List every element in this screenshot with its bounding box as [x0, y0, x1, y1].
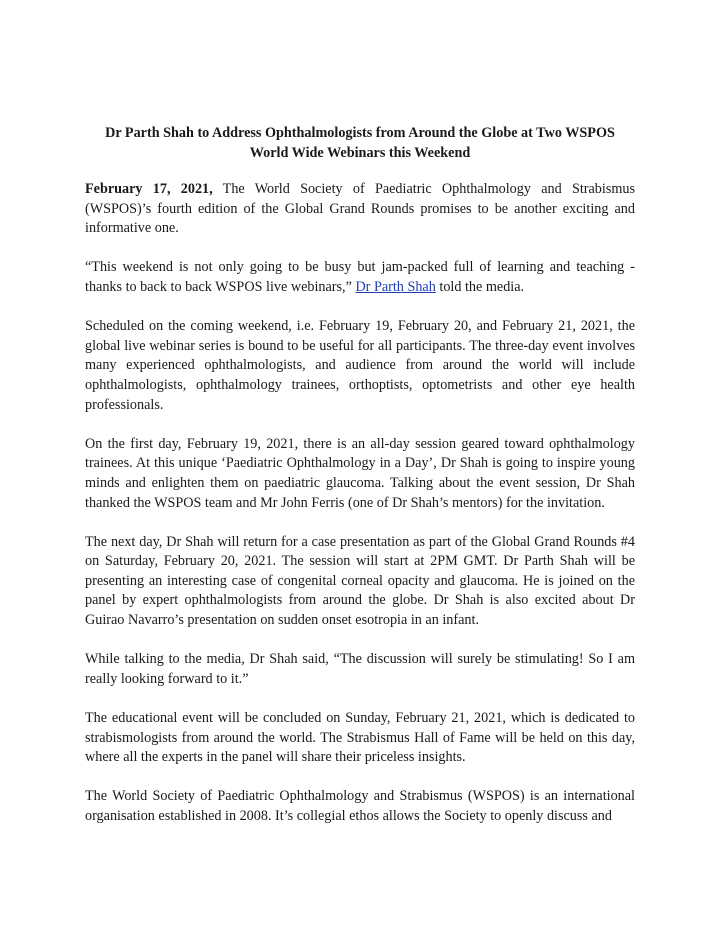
paragraph-2-before: “This weekend is not only going to be busy but jam-packed full of learning and teaching - thanks to back to back WSPOS live webinars,”: [85, 259, 635, 295]
paragraph-6: While talking to the media, Dr Shah said, “The discussion will surely be stimulating! So I am really looking forward to it.”: [85, 651, 635, 687]
paragraph-7: The educational event will be concluded on Sunday, February 21, 2021, which is dedicated to strabismologists from around the world. The Strabismus Hall of Fame will be held on this day, where all the experts in the panel will share their priceless insights.: [85, 710, 635, 766]
paragraph-8: The World Society of Paediatric Ophthalmology and Strabismus (WSPOS) is an international organisation established in 2008. It’s collegial ethos allows the Society to openly discuss and: [85, 788, 635, 824]
document-body: [85, 180, 635, 846]
dr-parth-shah-link[interactable]: Dr Parth Shah: [355, 278, 436, 295]
document-title: Dr Parth Shah to Address Ophthalmologists from Around the Globe at Two WSPOS World Wide Webinars this Weekend: [105, 125, 615, 161]
paragraph-1-text: The World Society of Paediatric Ophthalmology and Strabismus (WSPOS)’s fourth edition of the Global Grand Rounds promises to be another exciting and informative one.: [85, 181, 636, 237]
paragraph-4: On the first day, February 19, 2021, there is an all-day session geared toward ophthalmology trainees. At this unique ‘Paediatric Ophthalmology in a Day’, Dr Shah is going to inspire young minds and enlighten them on paediatric glaucoma. Talking about the event session, Dr Shah thanked the WSPOS team and Mr John Ferris (one of Dr Shah’s mentors) for the invitation.: [85, 435, 635, 511]
paragraph-2-after: told the media.: [435, 278, 525, 295]
press-date: February 17, 2021,: [85, 181, 213, 197]
paragraph-2: [85, 258, 635, 297]
paragraph-3: Scheduled on the coming weekend, i.e. February 19, February 20, and February 21, 2021, the global live webinar series is bound to be useful for all participants. The three-day event involves many experienced ophthalmologists, and audience from around the world will include ophthalmologists, ophthalmology trainees, orthoptists, optometrists and other eye health professionals.: [85, 318, 635, 413]
paragraph-1: [85, 180, 635, 239]
paragraph-5: The next day, Dr Shah will return for a case presentation as part of the Global Grand Rounds #4 on Saturday, February 20, 2021. The session will start at 2PM GMT. Dr Parth Shah will be presenting an interesting case of congenital corneal opacity and glaucoma. He is joined on the panel by expert ophthalmologists from around the globe. Dr Shah is also excited about Dr Guirao Navarro’s presentation on sudden onset esotropia in an infant.: [85, 533, 635, 629]
